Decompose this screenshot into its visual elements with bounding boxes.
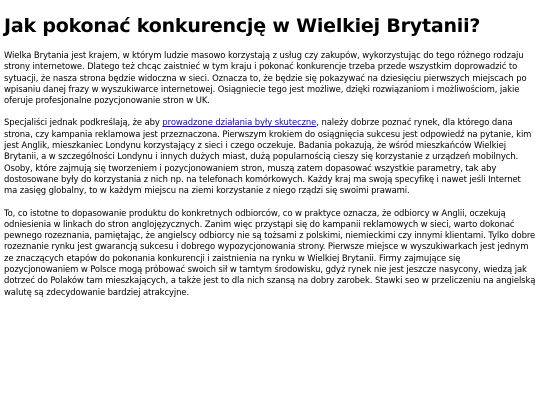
page-title: Jak pokonać konkurencję w Wielkiej Brytanii? [4, 15, 481, 37]
effective-actions-link[interactable]: prowadzone działania były skuteczne [162, 117, 317, 128]
paragraph-market-text-before: Specjaliści jednak podkreślają, że aby [4, 117, 163, 128]
paragraph-market-text-after: , należy dobrze poznać rynek, dla którego dana strona, czy kampania reklamowa jest przeznaczona. Pierwszym krokiem do osiągnięcia sukcesu jest odpowiedź na pytanie, kim jest Anglik, mieszkaniec Londynu korzystający z sieci i czego oczekuje. Badania pokazują, że wśród mieszkańców Wielkiej Brytanii, a w szczególności Londynu i innych dużych miast, dużą popularnością cieszy się korzystanie z urządzeń mobilnych. Osoby, które zajmują się tworzeniem i pozycjonowaniem stron, muszą zatem dopasować wszystkie parametry, tak aby dostosowane były do korzystania z nich np. na telefonach komórkowych. Każdy kraj ma swoją specyfikę i nawet jeśli Internet ma zasięg globalny, to w każdym miejscu na ziemi korzystanie z niego rządzi się swoimi prawami. [4, 117, 532, 196]
paragraph-audience: To, co istotne to dopasowanie produktu do konkretnych odbiorców, co w praktyce oznacza, że odbiorcy w Anglii, oczekują odniesienia w linkach do stron anglojęzycznych. Zanim więc przystąpi się do kampanii reklamowych w sieci, warto dokonać pewnego rozeznania, pamiętając, że angielscy odbiorcy nie są tożsami z polskimi, niemieckimi czy innymi klientami. Tylko dobre rozeznanie rynku jest gwarancją sukcesu i dobrego wypozycjonowania strony. Pierwsze miejsce w wyszukiwarkach jest jednym ze znaczących etapów do pokonania konkurencji i zaistnienia na rynku w Wielkiej Brytanii. Firmy zajmujące się pozycjonowaniem w Polsce mogą próbować swoich sił w tamtym środowisku, gdyż rynek nie jest jeszcze nasycony, wiedzą jak dotrzeć do Polaków tam mieszkających, a także jest to dla nich szansą na dobry zarobek. Stawki seo w przeliczeniu na angielską walutę są zdecydowanie bardziej atrakcyjne. [4, 207, 536, 297]
paragraph-market [4, 117, 536, 196]
paragraph-intro: Wielka Brytania jest krajem, w którym ludzie masowo korzystają z usług czy zakupów, wykorzystując do tego różnego rodzaju strony internetowe. Dlatego też chcąc zaistnieć w tym kraju i pokonać konkurencje trzeba przede wszystkim doprowadzić to sytuacji, że nasza strona będzie widoczna w sieci. Oznacza to, że będzie się pokazywać na dziesięciu pierwszych miejscach po wpisaniu danej frazy w wyszukiwarce internetowej. Osiągniecie tego jest możliwe, dzięki rozwiązaniom i możliwościom, jakie oferuje profesjonalne pozycjonowanie stron w UK. [4, 50, 527, 106]
